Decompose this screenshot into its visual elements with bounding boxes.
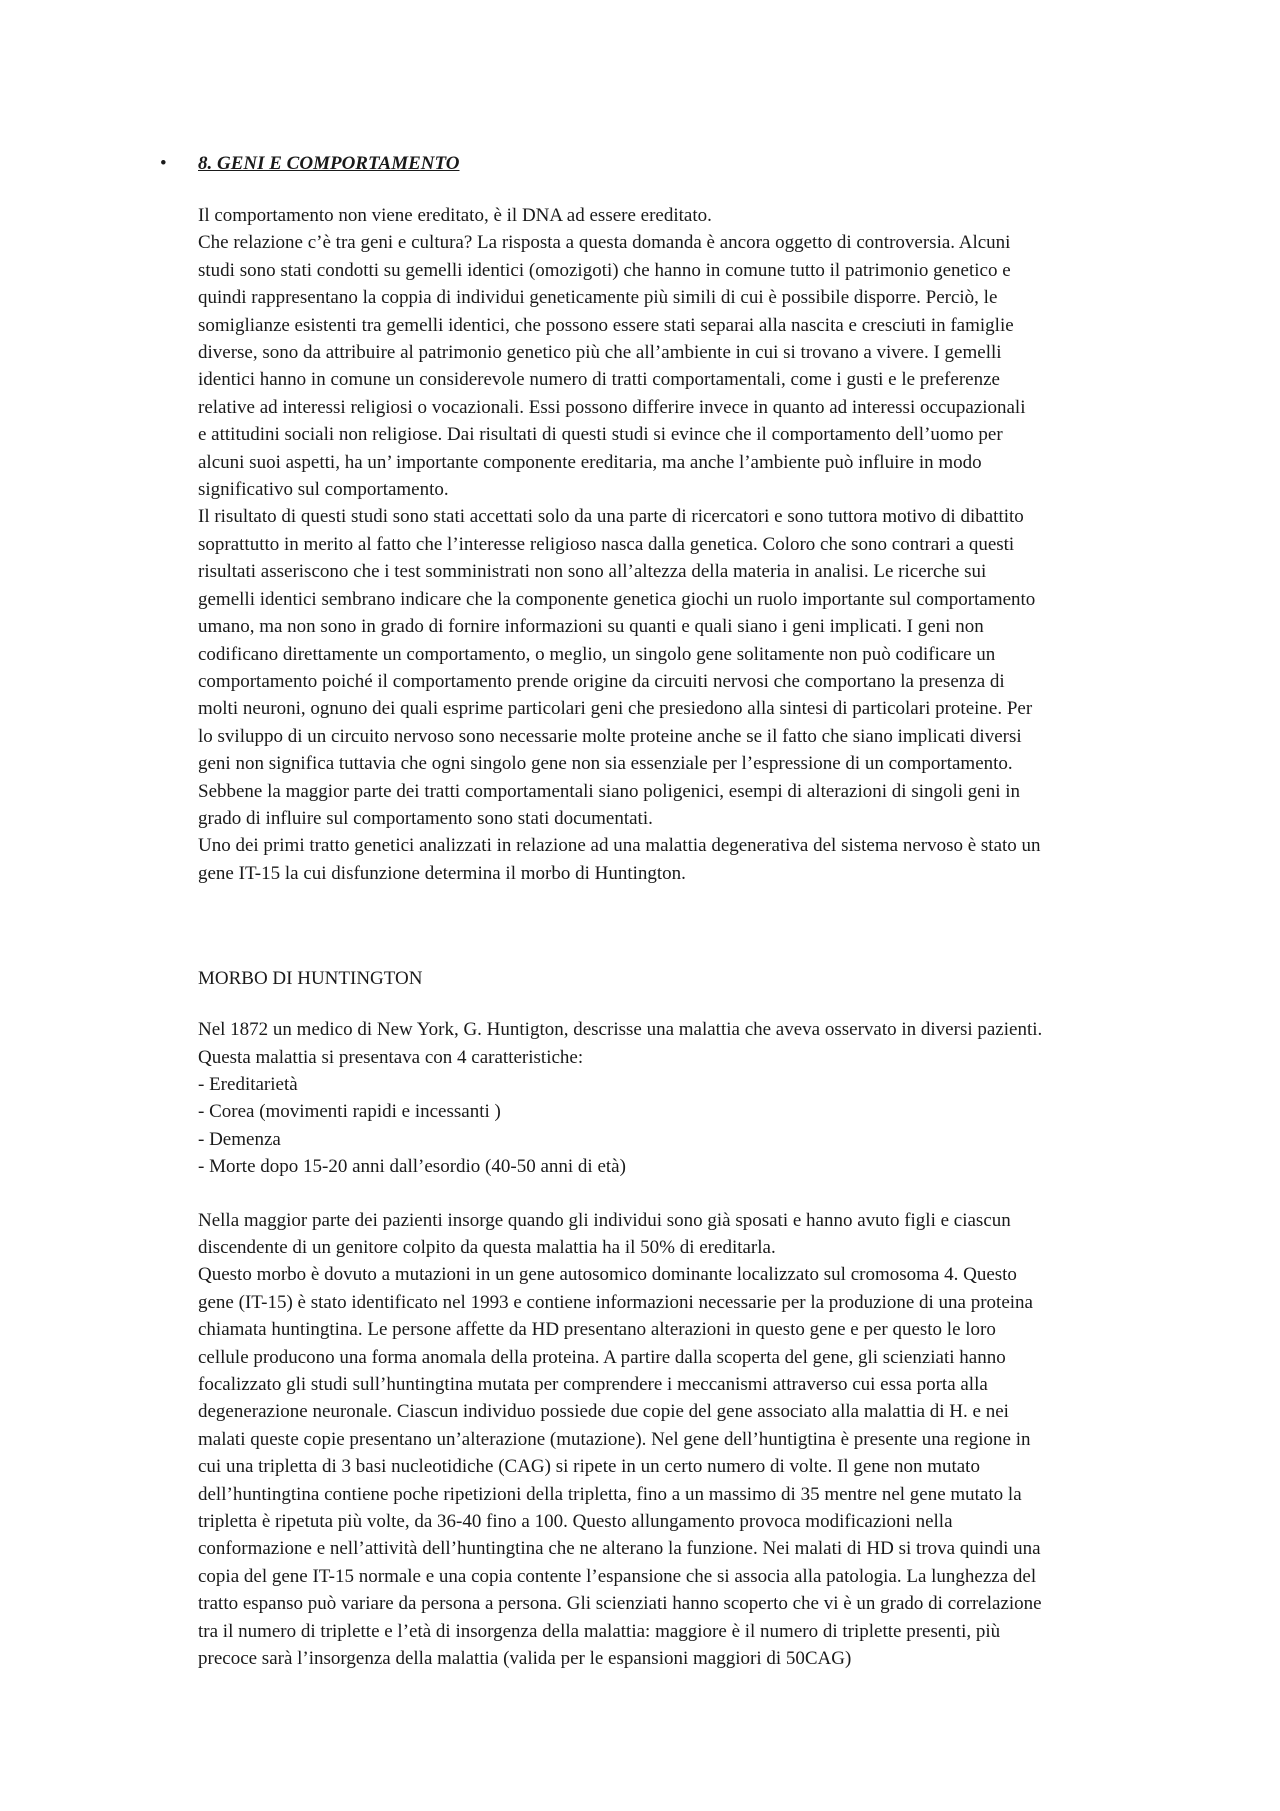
text-line: somiglianze esistenti tra gemelli identici, che possono essere stati separai alla nascita e cresciuti in famiglie bbox=[198, 314, 1014, 336]
text-line: soprattutto in merito al fatto che l’interesse religioso nasca dalla genetica. Coloro che sono contrari a questi bbox=[198, 533, 1015, 555]
text-line: tra il numero di triplette e l’età di insorgenza della malattia: maggiore è il numero di triplette presenti, più bbox=[198, 1620, 1001, 1642]
text-line: grado di influire sul comportamento sono stati documentati. bbox=[198, 807, 653, 829]
text-line: gene (IT-15) è stato identificato nel 1993 e contiene informazioni necessarie per la produzione di una proteina bbox=[198, 1291, 1033, 1313]
text-line: comportamento poiché il comportamento prende origine da circuiti nervosi che comportano la presenza di bbox=[198, 670, 1005, 692]
text-line: gene IT-15 la cui disfunzione determina il morbo di Huntington. bbox=[198, 862, 686, 884]
huntington-body bbox=[198, 1207, 1158, 1673]
text-line: alcuni suoi aspetti, ha un’ importante componente ereditaria, ma anche l’ambiente può influire in modo bbox=[198, 451, 982, 473]
text-line: lo sviluppo di un circuito nervoso sono necessarie molte proteine anche se il fatto che siano implicati diversi bbox=[198, 725, 1022, 747]
text-line: - Morte dopo 15-20 anni dall’esordio (40-50 anni di età) bbox=[198, 1156, 626, 1178]
section-heading: 8. GENI E COMPORTAMENTO bbox=[198, 153, 460, 174]
text-line: relative ad interessi religiosi o vocazionali. Essi possono differire invece in quanto ad interessi occupazionali bbox=[198, 396, 1026, 418]
text-line: dell’huntingtina contiene poche ripetizioni della tripletta, fino a un massimo di 35 mentre nel gene mutato la bbox=[198, 1483, 1022, 1505]
text-line: codificano direttamente un comportamento, o meglio, un singolo gene solitamente non può codificare un bbox=[198, 643, 996, 665]
paragraph-gap bbox=[198, 1181, 1158, 1207]
text-line: tratto espanso può variare da persona a persona. Gli scienziati hanno scoperto che vi è un grado di correlazione bbox=[198, 1593, 1042, 1615]
text-line: cellule producono una forma anomala della proteina. A partire dalla scoperta del gene, gli scienziati hanno bbox=[198, 1346, 1006, 1368]
text-line: Il risultato di questi studi sono stati accettati solo da una parte di ricercatori e sono tuttora motivo di dibattito bbox=[198, 506, 1024, 528]
text-line: significativo sul comportamento. bbox=[198, 479, 449, 501]
text-line: conformazione e nell’attività dell’huntingtina che ne alterano la funzione. Nei malati di HD si trova quindi una bbox=[198, 1538, 1041, 1560]
text-line: discendente di un genitore colpito da questa malattia ha il 50% di ereditarla. bbox=[198, 1237, 776, 1258]
text-line: copia del gene IT-15 normale e una copia contente l’espansione che si associa alla patologia. La lunghezza del bbox=[198, 1565, 1037, 1587]
document-content bbox=[198, 150, 1158, 1673]
text-line: Che relazione c’è tra geni e cultura? La risposta a questa domanda è ancora oggetto di controversia. Alcuni bbox=[198, 232, 1011, 254]
text-line: - Ereditarietà bbox=[198, 1073, 298, 1095]
text-line: degenerazione neuronale. Ciascun individuo possiede due copie del gene associato alla malattia di H. e nei bbox=[198, 1401, 1009, 1423]
text-line: - Corea (movimenti rapidi e incessanti ) bbox=[198, 1101, 501, 1123]
text-line: Nella maggior parte dei pazienti insorge quando gli individui sono già sposati e hanno avuto figli e ciascun bbox=[198, 1209, 1011, 1231]
text-line: - Demenza bbox=[198, 1128, 281, 1150]
text-line: studi sono stati condotti su gemelli identici (omozigoti) che hanno in comune tutto il patrimonio genetico e bbox=[198, 259, 1011, 281]
text-line: Il comportamento non viene ereditato, è il DNA ad essere ereditato. bbox=[198, 205, 712, 226]
text-line: Sebbene la maggior parte dei tratti comportamentali siano poligenici, esempi di alterazioni di singoli geni in bbox=[198, 780, 1021, 802]
text-line: risultati asseriscono che i test somministrati non sono all’altezza della materia in analisi. Le ricerche sui bbox=[198, 561, 987, 583]
text-line: geni non significa tuttavia che ogni singolo gene non sia essenziale per l’espressione di un comportamento. bbox=[198, 753, 1013, 775]
text-line: Uno dei primi tratto genetici analizzati in relazione ad una malattia degenerativa del sistema nervoso è stato un bbox=[198, 835, 1041, 857]
text-line: gemelli identici sembrano indicare che la componente genetica giochi un ruolo importante sul comportamento bbox=[198, 588, 1036, 610]
text-line: focalizzato gli studi sull’huntingtina mutata per comprendere i meccanismi attraverso cui essa porta alla bbox=[198, 1374, 988, 1396]
text-line: identici hanno in comune un considerevole numero di tratti comportamentali, come i gusti e le preferenze bbox=[198, 369, 1000, 391]
section-geni-comportamento-body bbox=[198, 202, 1158, 887]
text-line: Questo morbo è dovuto a mutazioni in un gene autosomico dominante localizzato sul cromosoma 4. Questo bbox=[198, 1264, 1017, 1286]
text-line: cui una tripletta di 3 basi nucleotidiche (CAG) si ripete in un certo numero di volte. Il gene non mutato bbox=[198, 1456, 980, 1478]
huntington-intro bbox=[198, 1016, 1158, 1180]
text-line: diverse, sono da attribuire al patrimonio genetico più che all’ambiente in cui si trovano a vivere. I gemelli bbox=[198, 342, 1002, 364]
text-line: precoce sarà l’insorgenza della malattia (valida per le espansioni maggiori di 50CAG) bbox=[198, 1648, 852, 1670]
bullet-marker: • bbox=[160, 153, 167, 174]
text-line: Nel 1872 un medico di New York, G. Huntigton, descrisse una malattia che aveva osservato in diversi pazienti. bbox=[198, 1019, 1043, 1041]
text-line: e attitudini sociali non religiose. Dai risultati di questi studi si evince che il comportamento dell’uomo per bbox=[198, 424, 1003, 446]
text-line: Questa malattia si presentava con 4 caratteristiche: bbox=[198, 1046, 584, 1068]
text-line: quindi rappresentano la coppia di individui geneticamente più simili di cui è possibile disporre. Perciò, le bbox=[198, 287, 998, 309]
text-line: malati queste copie presentano un’alterazione (mutazione). Nel gene dell’huntigtina è presente una regione in bbox=[198, 1428, 1031, 1450]
section-title-huntington: MORBO DI HUNTINGTON bbox=[198, 968, 423, 990]
text-line: molti neuroni, ognuno dei quali esprime particolari geni che presiedono alla sintesi di particolari proteine. Per bbox=[198, 698, 1033, 720]
text-line: chiamata huntingtina. Le persone affette da HD presentano alterazioni in questo gene e per questo le loro bbox=[198, 1319, 996, 1341]
text-line: tripletta è ripetuta più volte, da 36-40 fino a 100. Questo allungamento provoca modificazioni nella bbox=[198, 1511, 953, 1533]
text-line: umano, ma non sono in grado di fornire informazioni su quanti e quali siano i geni implicati. I geni non bbox=[198, 616, 984, 638]
